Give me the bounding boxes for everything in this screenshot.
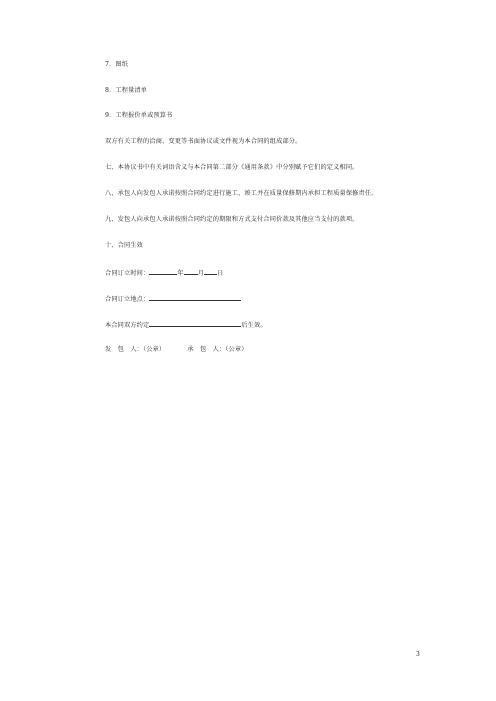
item-drawings: 7．图纸: [105, 61, 129, 68]
signature-line: [105, 346, 248, 354]
item-negotiation-note: 双方有关工程的洽商、变更等书面协议或文件视为本合同的组成部分。: [105, 138, 302, 145]
signing-date-line: [105, 268, 223, 278]
signing-place-label: 合同订立地点：: [105, 296, 150, 303]
effect-blank: [149, 320, 241, 327]
year-label: 年: [177, 270, 184, 277]
page-number: 3: [416, 651, 420, 658]
clause-ten: 十、合同生效: [105, 242, 144, 249]
year-blank: [149, 268, 177, 275]
effect-line: [105, 320, 267, 330]
month-label: 月: [197, 270, 205, 277]
item-bill-of-quantities: 8．工程量清单: [105, 87, 148, 94]
clause-eight: 八、承包人向发包人承诺按照合同约定进行施工、竣工并在质量保修期内承担工程质量保修责任。: [105, 190, 378, 197]
clause-nine: 九、发包人向承包人承诺按照合同约定的期限和方式支付合同价款及其他应当支付的款项。: [105, 216, 359, 223]
item-quotation: 9．工程报价单或预算书: [105, 112, 173, 119]
party-b-signature: 承 包 人：（公章）: [187, 346, 248, 353]
effect-prefix: 本合同双方约定: [105, 322, 150, 329]
place-blank: [149, 294, 241, 301]
signing-date-label: 合同订立时间：: [105, 270, 150, 277]
clause-seven: 七、本协议书中有关词语含义与本合同第二部分《通用条款》中分别赋予它们的定义相同。: [105, 164, 359, 171]
day-blank: [204, 268, 217, 275]
signing-place-line: [105, 294, 241, 304]
party-a-signature: 发 包 人：（公章）: [105, 346, 166, 353]
effect-suffix: 后生效。: [241, 322, 267, 329]
day-label: 日: [217, 270, 224, 277]
month-blank: [184, 268, 198, 275]
